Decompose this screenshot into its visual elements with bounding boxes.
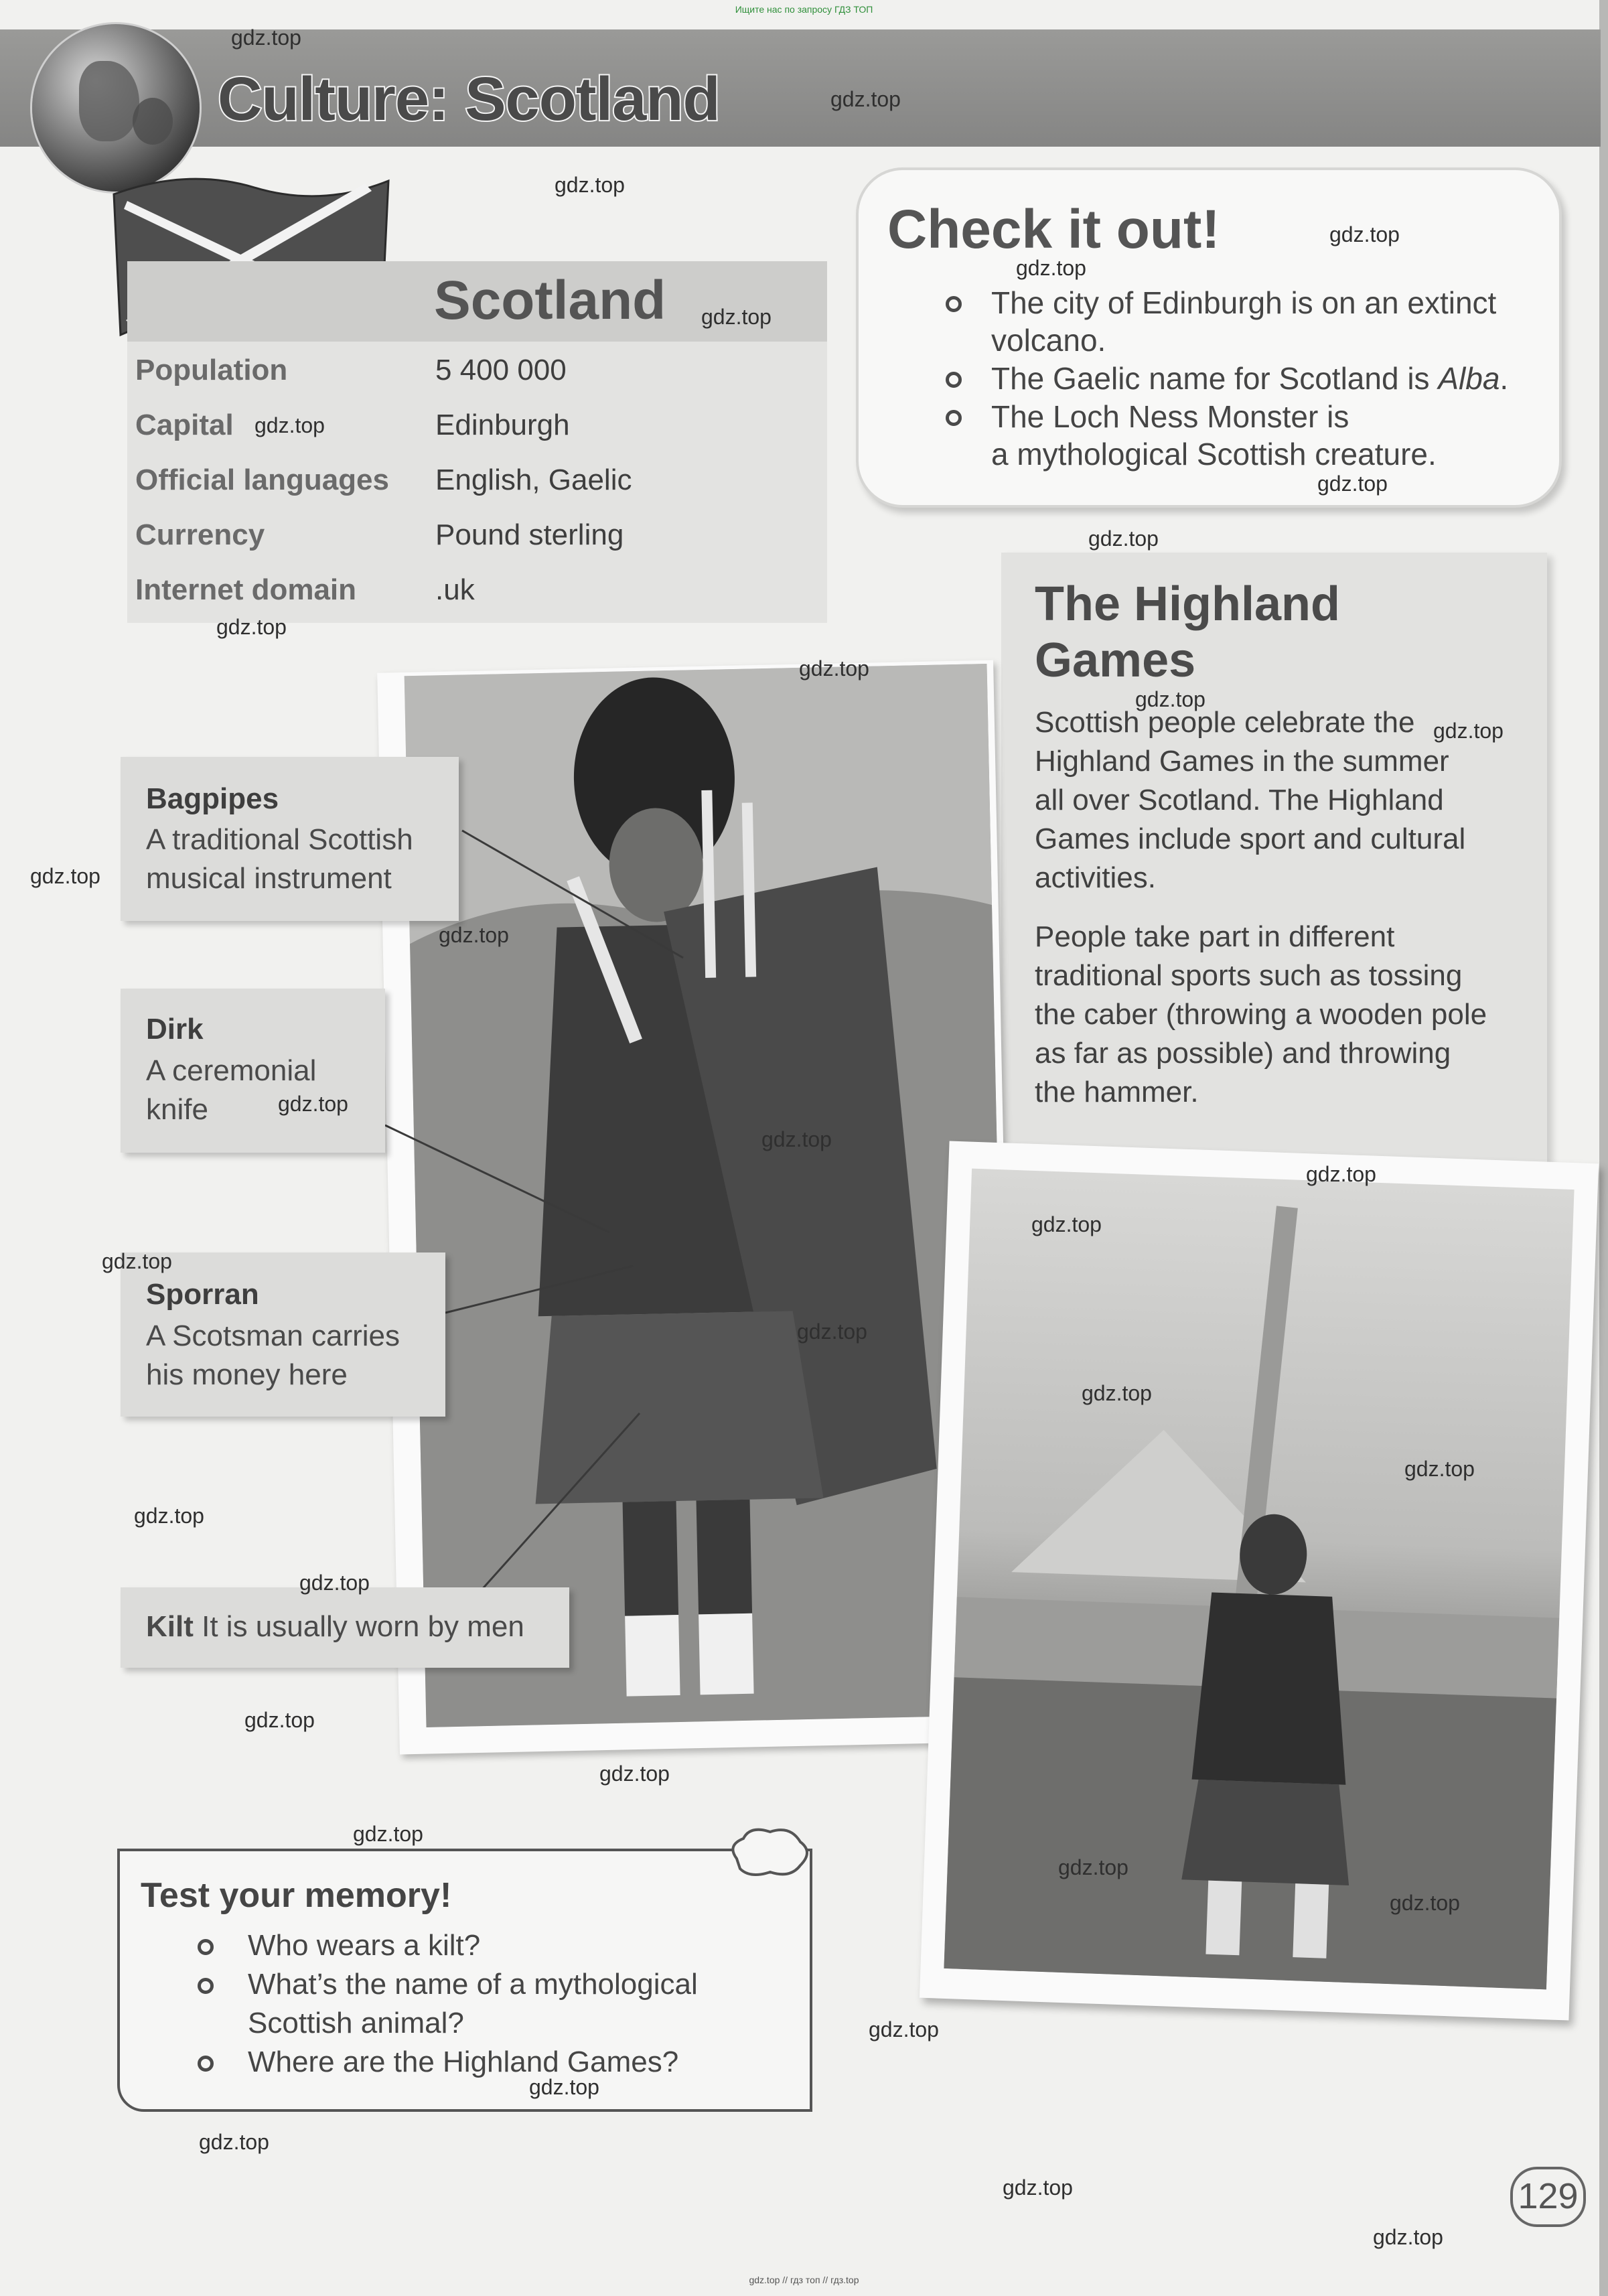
- label-text: A traditional Scottish musical instrument: [146, 823, 413, 895]
- watermark: gdz.top: [1373, 2225, 1443, 2249]
- bullet-icon: [198, 1978, 214, 1994]
- label-text: A Scotsman carries his money here: [146, 1319, 400, 1391]
- factfile-label: Currency: [135, 518, 265, 551]
- check-item: The Gaelic name for Scotland is Alba.: [991, 361, 1509, 396]
- test-question: Who wears a kilt?: [248, 1929, 481, 1962]
- watermark: gdz.top: [1088, 526, 1159, 551]
- test-question: Where are the Highland Games?: [248, 2046, 679, 2078]
- factfile-label: Population: [135, 354, 288, 386]
- watermark: gdz.top: [1390, 1891, 1460, 1915]
- watermark: gdz.top: [830, 87, 901, 111]
- watermark: gdz.top: [1082, 1381, 1152, 1405]
- watermark: gdz.top: [1317, 472, 1388, 496]
- watermark: gdz.top: [102, 1249, 172, 1273]
- watermark: gdz.top: [353, 1822, 423, 1846]
- watermark: gdz.top: [761, 1127, 832, 1151]
- watermark: gdz.top: [439, 923, 509, 947]
- watermark: gdz.top: [299, 1571, 370, 1595]
- factfile-value: 5 400 000: [435, 354, 567, 386]
- test-your-memory-title: Test your memory!: [141, 1876, 452, 1915]
- bottom-footer-link[interactable]: gdz.top // гдз топ // гдз.top: [749, 2275, 859, 2285]
- watermark: gdz.top: [1306, 1162, 1376, 1186]
- highland-games-paragraph: People take part in different traditional sports such as tossing the caber (throwing a wooden pole as far as possible) and throwing the hammer.: [1035, 920, 1487, 1108]
- page-number: 129: [1510, 2167, 1586, 2227]
- label-title: Dirk: [146, 1013, 204, 1046]
- watermark: gdz.top: [797, 1319, 867, 1344]
- factfile-label: Capital: [135, 409, 234, 441]
- watermark: gdz.top: [1016, 256, 1086, 280]
- factfile-label: Official languages: [135, 463, 389, 496]
- factfile-value: Pound sterling: [435, 518, 624, 551]
- watermark: gdz.top: [1135, 687, 1205, 711]
- factfile-title: Scotland: [434, 270, 666, 331]
- test-question: What’s the name of a mythological Scottish animal?: [248, 1968, 698, 2039]
- label-title: Sporran: [146, 1278, 259, 1311]
- factfile-value: .uk: [435, 573, 475, 606]
- watermark: gdz.top: [1003, 2175, 1073, 2200]
- watermark: gdz.top: [1058, 1855, 1128, 1879]
- watermark: gdz.top: [799, 656, 869, 680]
- watermark: gdz.top: [529, 2075, 599, 2099]
- watermark: gdz.top: [199, 2130, 269, 2154]
- page-title: Culture: Scotland: [218, 65, 720, 133]
- watermark: gdz.top: [254, 413, 325, 437]
- watermark: gdz.top: [1329, 222, 1400, 246]
- factfile-value: English, Gaelic: [435, 463, 632, 496]
- watermark: gdz.top: [869, 2017, 939, 2041]
- bullet-icon: [198, 2056, 214, 2072]
- top-search-link[interactable]: Ищите нас по запросу ГДЗ ТОП: [735, 4, 873, 15]
- thought-bubble-icon: [723, 1825, 814, 1882]
- watermark: gdz.top: [555, 173, 625, 197]
- watermark: gdz.top: [231, 25, 301, 50]
- factfile-label: Internet domain: [135, 573, 357, 606]
- watermark: gdz.top: [278, 1092, 348, 1116]
- watermark: gdz.top: [1433, 719, 1504, 743]
- watermark: gdz.top: [30, 864, 100, 888]
- watermark: gdz.top: [216, 615, 287, 639]
- label-text: A ceremonial knife: [146, 1054, 317, 1126]
- highland-games-paragraph: Scottish people celebrate the Highland Games in the summer all over Scotland. The Highland Games include sport and cultural activities.: [1035, 706, 1466, 894]
- watermark: gdz.top: [701, 305, 772, 329]
- watermark: gdz.top: [244, 1708, 315, 1732]
- check-item: The Loch Ness Monster is a mythological Scottish creature.: [991, 399, 1437, 472]
- highland-games-title: The Highland Games: [1035, 577, 1340, 687]
- check-item: The city of Edinburgh is on an extinct volcano.: [991, 285, 1497, 358]
- watermark: gdz.top: [1404, 1457, 1475, 1481]
- watermark: gdz.top: [1031, 1212, 1102, 1236]
- bullet-icon: [198, 1939, 214, 1955]
- label-title: Bagpipes: [146, 782, 279, 815]
- factfile-value: Edinburgh: [435, 409, 570, 441]
- watermark: gdz.top: [134, 1504, 204, 1528]
- watermark: gdz.top: [599, 1762, 670, 1786]
- check-it-out-title: Check it out!: [887, 199, 1220, 260]
- label-text: Kilt It is usually worn by men: [146, 1610, 524, 1643]
